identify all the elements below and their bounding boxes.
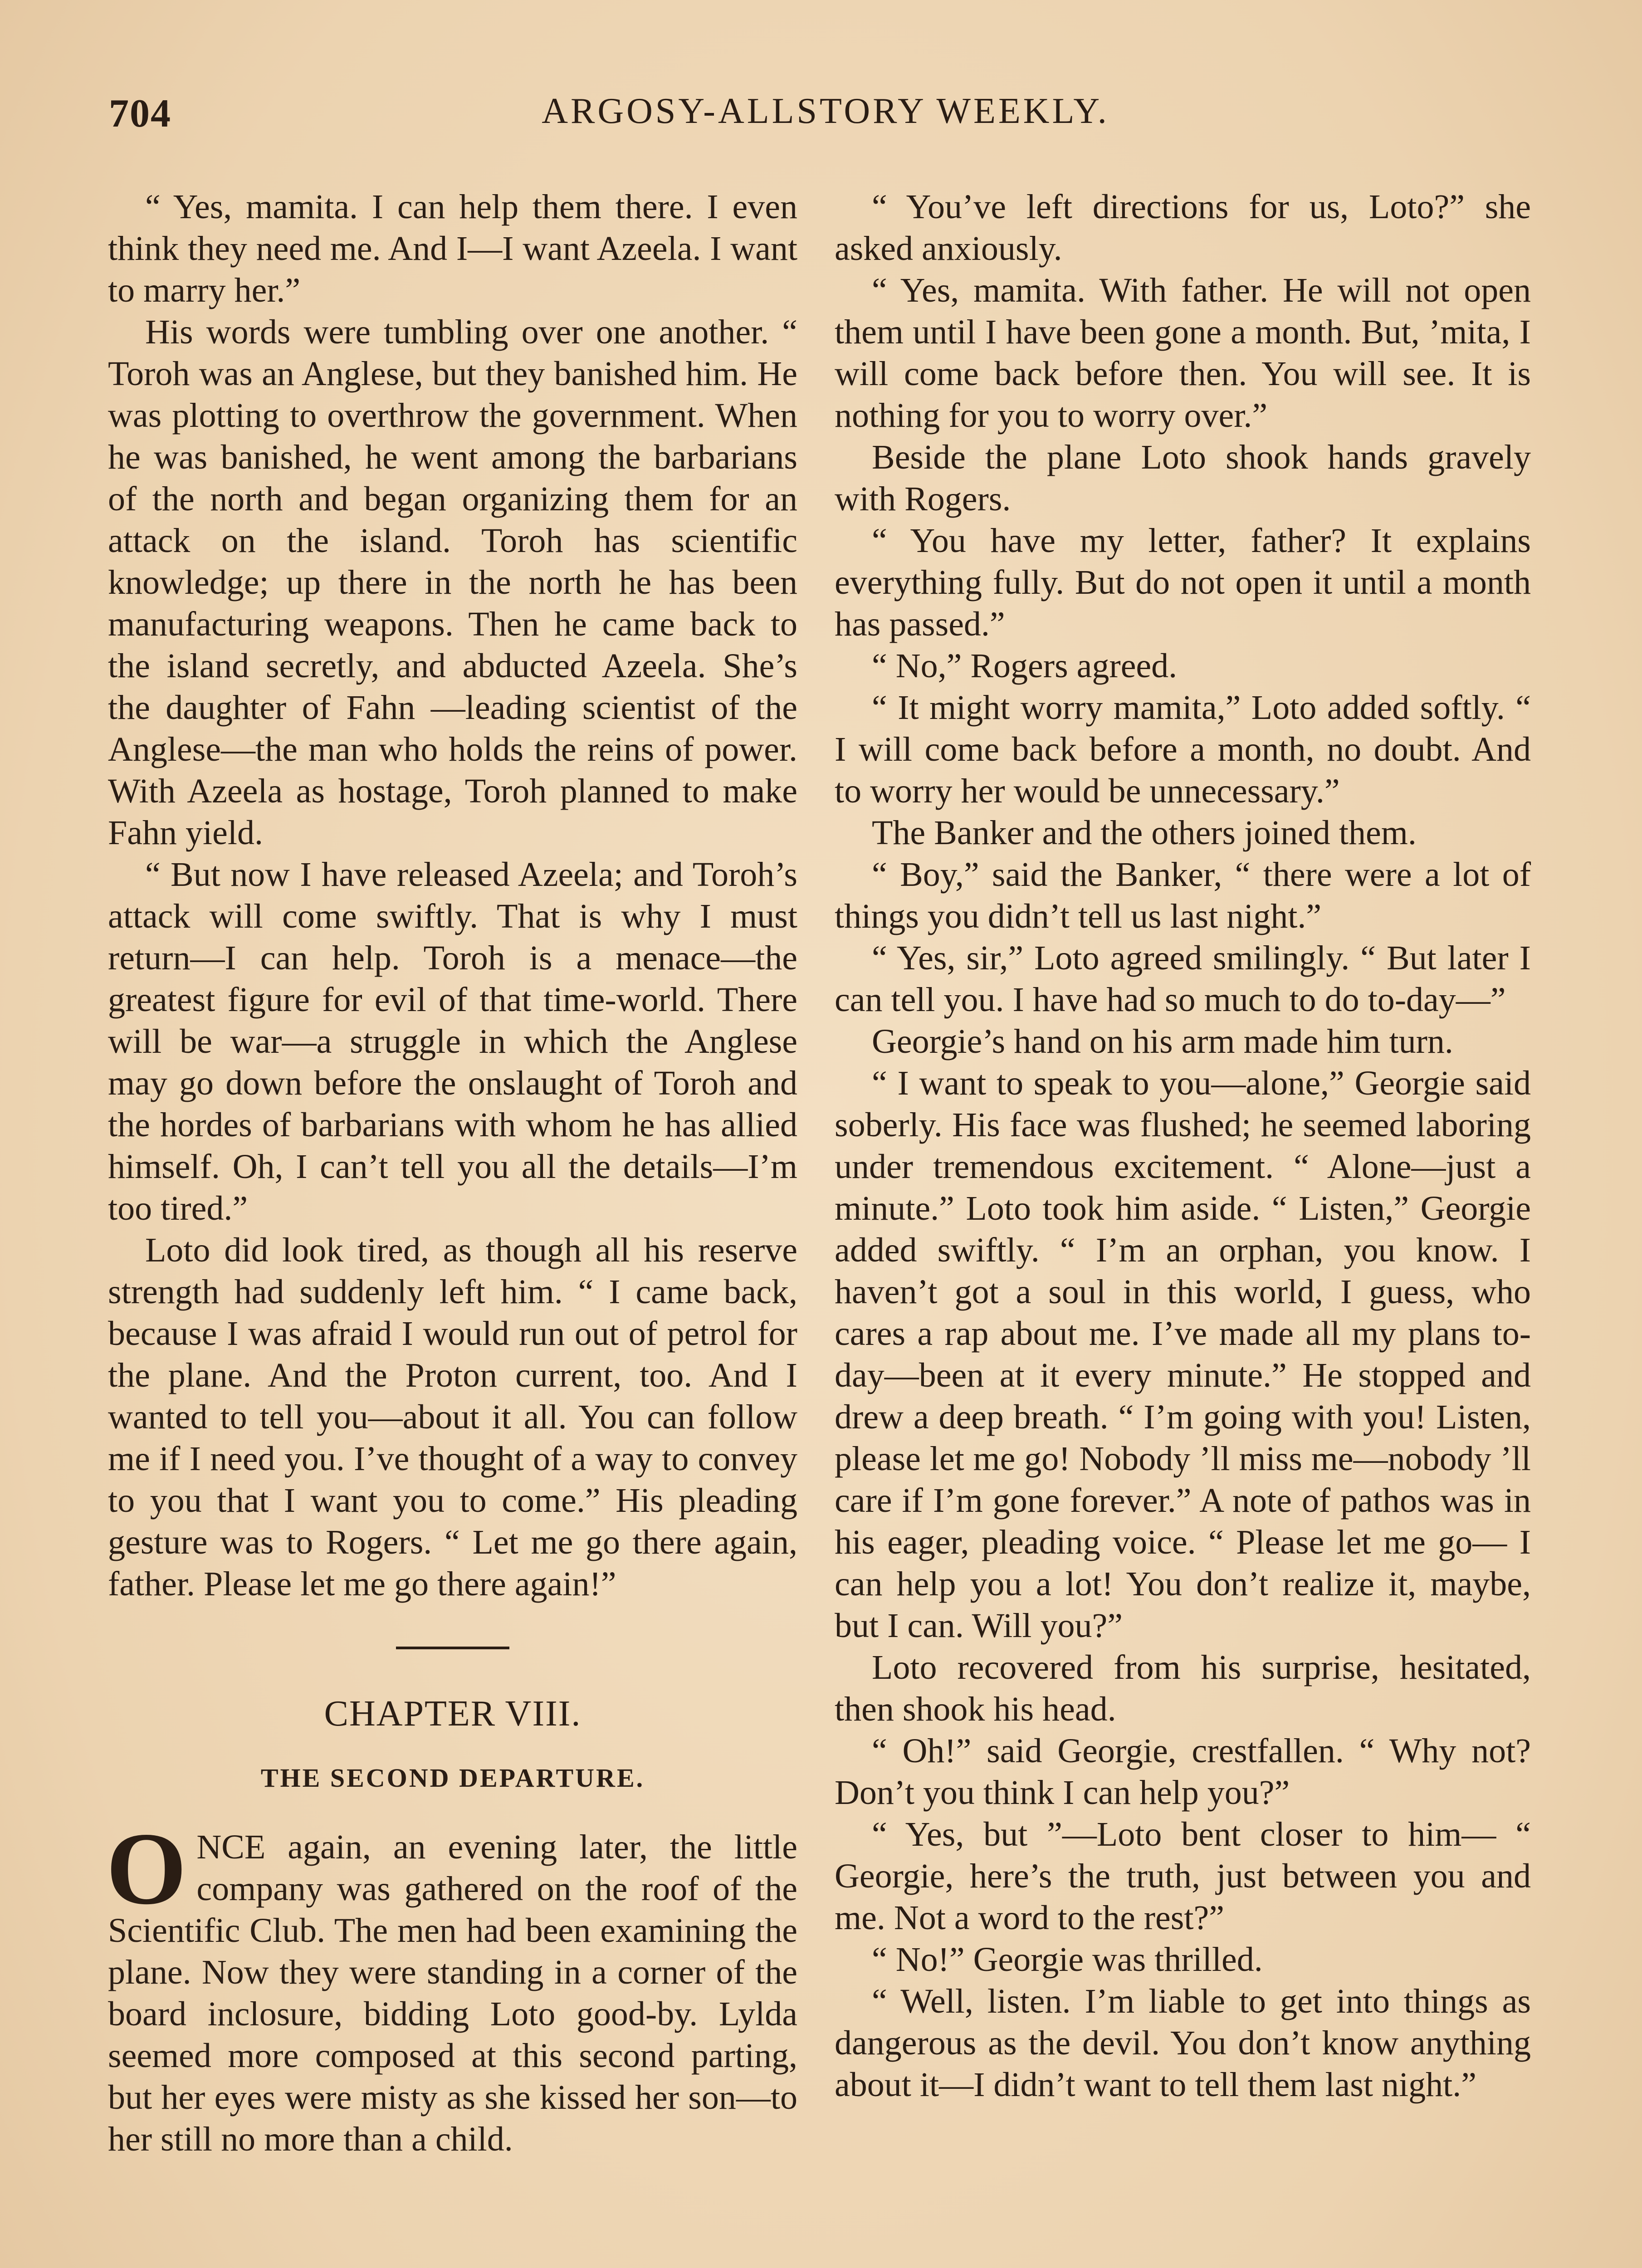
- paragraph: “ No,” Rogers agreed.: [872, 647, 1178, 685]
- paragraph: “ Yes, sir,” Loto agreed smilingly. “ But later I can tell you. I have had so much to do to-day—”: [835, 939, 1531, 1019]
- page-number: 704: [109, 92, 171, 136]
- chapter-title: CHAPTER VIII.: [324, 1694, 582, 1734]
- paragraph: His words were tumbling over one another. “ Toroh was an Anglese, but they banished him. He was plotting to overthrow the government. When he was banished, he went among the barbarians of the north and began organizing them for an attack on the island. Toroh has scientific knowledge; up there in the north he has been manufacturing weapons. Then he came back to the island secretly, and abducted Azeela. She’s the daughter of Fahn —leading scientist of the Anglese—the man who holds the reins of power. With Azeela as hostage, Toroh planned to make Fahn yield.: [108, 313, 797, 852]
- paragraph: “ No!” Georgie was thrilled.: [872, 1941, 1263, 1979]
- paragraph: “ Oh!” said Georgie, crestfallen. “ Why not? Don’t you think I can help you?”: [835, 1732, 1531, 1812]
- chapter-heading: [108, 1647, 797, 2160]
- section-divider: [396, 1647, 509, 1649]
- chapter-subtitle: THE SECOND DEPARTURE.: [260, 1763, 645, 1793]
- paragraph: The Banker and the others joined them.: [872, 814, 1417, 852]
- paragraph: “ Yes, but ”—Loto bent closer to him— “ Georgie, here’s the truth, just between you and me. Not a word to the rest?”: [835, 1815, 1531, 1937]
- paragraph: “ Boy,” said the Banker, “ there were a lot of things you didn’t tell us last night.”: [835, 855, 1531, 935]
- chapter-opening: [106, 1812, 797, 2160]
- opening-paragraph: NCE again, an evening later, the little company was gathered on the roof of the Scientific Club. The men had been examining the plane. Now they were standing in a corner of the board inclosure, bidding Loto good-by. Lylda seemed more composed at this second parting, but her eyes were misty as she kissed her son—to her still no more than a child.: [108, 1828, 797, 2158]
- paragraph: “ You have my letter, father? It explains everything fully. But do not open it until a month has passed.”: [835, 522, 1531, 643]
- page-header: [109, 91, 1542, 154]
- paragraph: Beside the plane Loto shook hands gravely with Rogers.: [835, 438, 1531, 518]
- paragraph: Loto did look tired, as though all his reserve strength had suddenly left him. “ I came back, because I was afraid I would run out of petrol for the plane. And the Proton current, too. And I wanted to tell you—about it all. You can follow me if I need you. I’ve thought of a way to convey to you that I want you to come.” His pleading gesture was to Rogers. “ Let me go there again, father. Please let me go there again!”: [108, 1231, 797, 1603]
- right-column: [835, 186, 1531, 2106]
- paragraph: Loto recovered from his surprise, hesitated, then shook his head.: [835, 1648, 1531, 1728]
- drop-cap: O: [106, 1812, 187, 1926]
- paragraph: “ It might worry mamita,” Loto added softly. “ I will come back before a month, no doubt. And to worry her would be unnecessary.”: [835, 689, 1531, 810]
- paragraph: “ Well, listen. I’m liable to get into things as dangerous as the devil. You don’t know anything about it—I didn’t want to tell them last night.”: [835, 1982, 1531, 2104]
- paragraph: “ Yes, mamita. With father. He will not open them until I have been gone a month. But, ’mita, I will come back before then. You will see. It is nothing for you to worry over.”: [835, 271, 1531, 435]
- paragraph: “ I want to speak to you—alone,” Georgie said soberly. His face was flushed; he seemed laboring under tremendous excitement. “ Alone—just a minute.” Loto took him aside. “ Listen,” Georgie added swiftly. “ I’m an orphan, you know. I haven’t got a soul in this world, I guess, who cares a rap about me. I’ve made all my plans to-day—been at it every minute.” He stopped and drew a deep breath. “ I’m going with you! Listen, please let me go! Nobody ’ll miss me—nobody ’ll care if I’m gone forever.” A note of pathos was in his eager, pleading voice. “ Please let me go— I can help you a lot! You don’t realize it, maybe, but I can. Will you?”: [835, 1064, 1531, 1645]
- paragraph: “ Yes, mamita. I can help them there. I even think they need me. And I—I want Azeela. I want to marry her.”: [108, 188, 797, 309]
- paragraph: “ But now I have released Azeela; and Toroh’s attack will come swiftly. That is why I must return—I can help. Toroh is a menace—the greatest figure for evil of that time-world. There will be war—a struggle in which the Anglese may go down before the onslaught of Toroh and the hordes of barbarians with whom he has allied himself. Oh, I can’t tell you all the details—I’m too tired.”: [108, 855, 797, 1227]
- paragraph: Georgie’s hand on his arm made him turn.: [872, 1022, 1453, 1061]
- running-head: ARGOSY-ALLSTORY WEEKLY.: [542, 91, 1109, 131]
- left-column: [108, 186, 797, 2160]
- paragraph: “ You’ve left directions for us, Loto?” she asked anxiously.: [835, 188, 1531, 268]
